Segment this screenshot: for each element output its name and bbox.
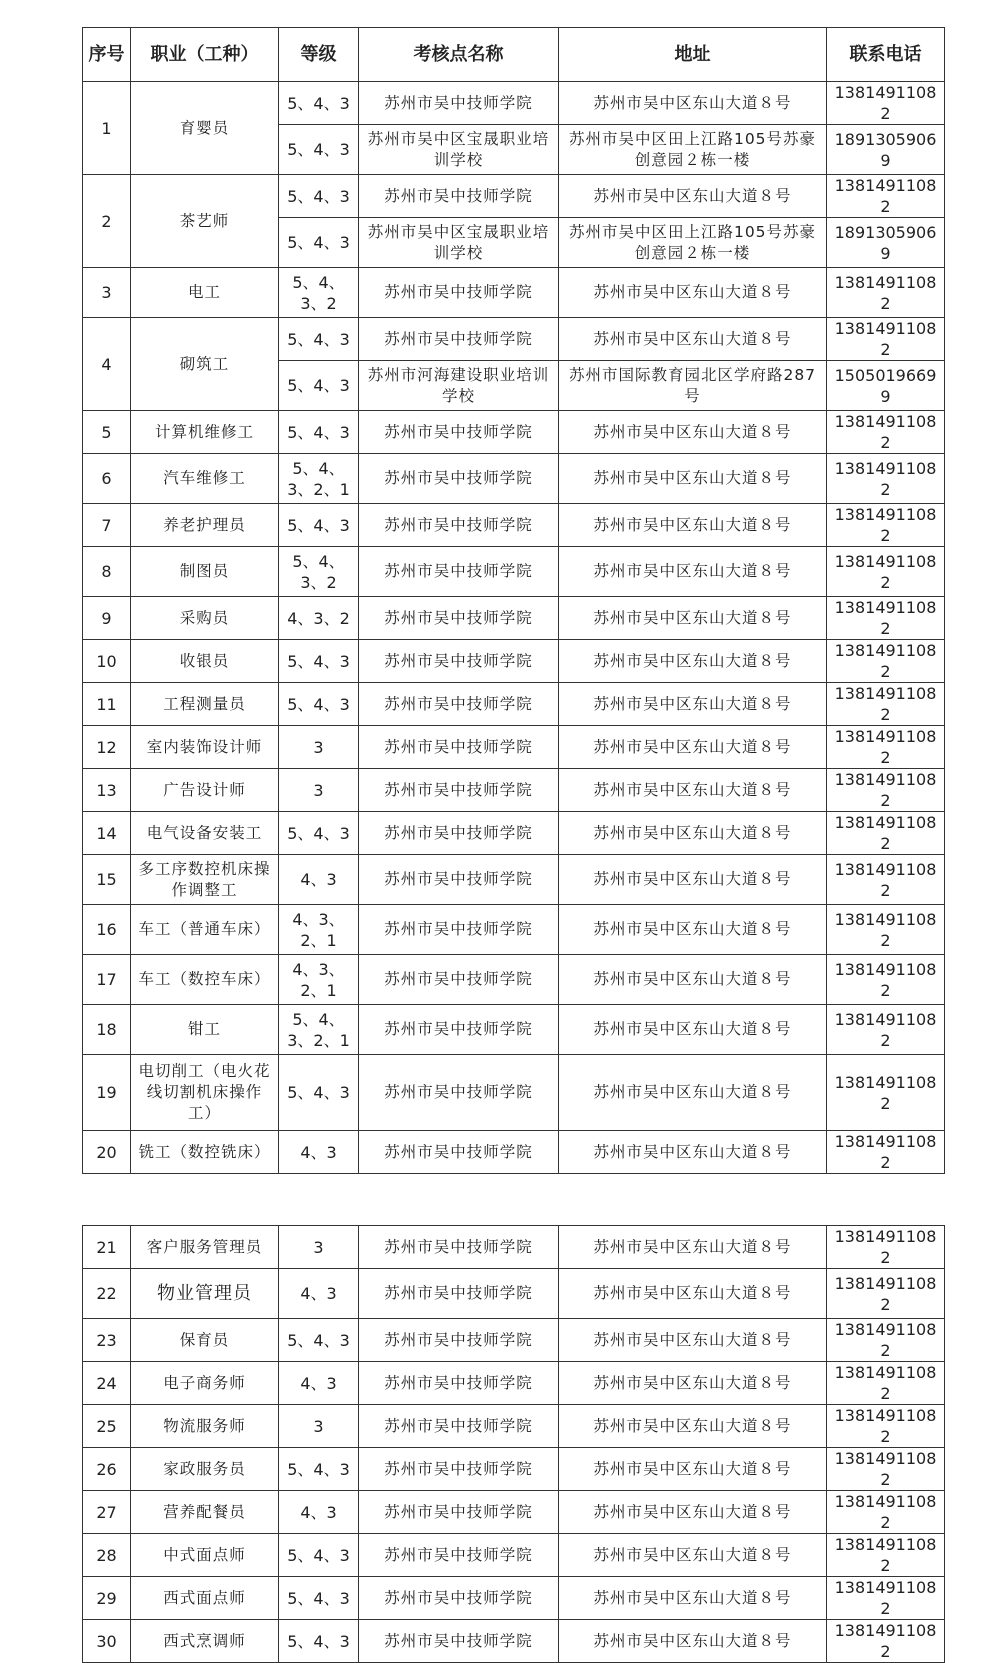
occupation-table-part-2 [82,1225,945,1663]
assessment-site: 苏州市吴中技师学院 [359,454,559,504]
address: 苏州市吴中区田上江路105号苏豪创意园２栋一楼 [559,218,827,268]
address: 苏州市吴中区东山大道８号 [559,855,827,905]
assessment-site: 苏州市河海建设职业培训学校 [359,361,559,411]
row-number: 23 [83,1319,131,1362]
address: 苏州市吴中区东山大道８号 [559,175,827,218]
assessment-site: 苏州市吴中技师学院 [359,1362,559,1405]
assessment-site: 苏州市吴中技师学院 [359,1269,559,1319]
address: 苏州市吴中区东山大道８号 [559,726,827,769]
job-name: 采购员 [131,597,279,640]
level: 4、3 [279,1269,359,1319]
level: 4、3 [279,1131,359,1174]
phone: 13814911082 [827,268,945,318]
address: 苏州市吴中区东山大道８号 [559,1269,827,1319]
table-row [83,1620,945,1663]
address: 苏州市吴中区东山大道８号 [559,1362,827,1405]
address: 苏州市吴中区东山大道８号 [559,504,827,547]
job-name: 钳工 [131,1005,279,1055]
header-no: 序号 [83,28,131,82]
row-number: 12 [83,726,131,769]
phone: 13814911082 [827,726,945,769]
table-row [83,1226,945,1269]
job-name: 西式烹调师 [131,1620,279,1663]
phone: 13814911082 [827,640,945,683]
address: 苏州市吴中区东山大道８号 [559,769,827,812]
phone: 13814911082 [827,411,945,454]
phone: 13814911082 [827,1577,945,1620]
assessment-site: 苏州市吴中技师学院 [359,955,559,1005]
row-number: 13 [83,769,131,812]
assessment-site: 苏州市吴中技师学院 [359,1491,559,1534]
level: 3 [279,1226,359,1269]
assessment-site: 苏州市吴中技师学院 [359,769,559,812]
address: 苏州市吴中区东山大道８号 [559,905,827,955]
phone: 13814911082 [827,547,945,597]
job-name: 茶艺师 [131,175,279,268]
level: 5、4、3 [279,1577,359,1620]
level: 5、4、3 [279,1448,359,1491]
phone: 13814911082 [827,1005,945,1055]
table-row [83,683,945,726]
row-number: 17 [83,955,131,1005]
job-name: 客户服务管理员 [131,1226,279,1269]
assessment-site: 苏州市吴中技师学院 [359,1534,559,1577]
table-row [83,1319,945,1362]
address: 苏州市吴中区东山大道８号 [559,1491,827,1534]
row-number: 11 [83,683,131,726]
level: 3 [279,1405,359,1448]
row-number: 29 [83,1577,131,1620]
address: 苏州市吴中区东山大道８号 [559,1055,827,1131]
level: 5、4、3 [279,318,359,361]
level: 4、3 [279,1362,359,1405]
table-row [83,1131,945,1174]
job-name: 制图员 [131,547,279,597]
job-name: 工程测量员 [131,683,279,726]
row-number: 9 [83,597,131,640]
level: 5、4、3 [279,1620,359,1663]
level: 5、4、3 [279,1319,359,1362]
job-name: 养老护理员 [131,504,279,547]
assessment-site: 苏州市吴中技师学院 [359,268,559,318]
level: 5、4、3 [279,1534,359,1577]
table-row [83,955,945,1005]
row-number: 7 [83,504,131,547]
table-row [83,1405,945,1448]
level: 5、4、3 [279,125,359,175]
assessment-site: 苏州市吴中技师学院 [359,1055,559,1131]
phone: 13814911082 [827,1405,945,1448]
level: 5、4、3、2 [279,268,359,318]
level: 5、4、3 [279,504,359,547]
job-name: 汽车维修工 [131,454,279,504]
phone: 13814911082 [827,597,945,640]
address: 苏州市吴中区东山大道８号 [559,683,827,726]
job-name: 育婴员 [131,82,279,175]
row-number: 19 [83,1055,131,1131]
assessment-site: 苏州市吴中技师学院 [359,855,559,905]
table-row [83,318,945,361]
level: 5、4、3 [279,1055,359,1131]
assessment-site: 苏州市吴中区宝晟职业培训学校 [359,218,559,268]
table-row [83,597,945,640]
row-number: 30 [83,1620,131,1663]
table-row [83,905,945,955]
assessment-site: 苏州市吴中技师学院 [359,683,559,726]
assessment-site: 苏州市吴中技师学院 [359,640,559,683]
address: 苏州市吴中区东山大道８号 [559,1405,827,1448]
level: 4、3、2、1 [279,955,359,1005]
address: 苏州市吴中区东山大道８号 [559,597,827,640]
table-row [83,268,945,318]
phone: 13814911082 [827,175,945,218]
phone: 13814911082 [827,1226,945,1269]
address: 苏州市吴中区东山大道８号 [559,454,827,504]
phone: 13814911082 [827,1362,945,1405]
table-row [83,855,945,905]
job-name: 广告设计师 [131,769,279,812]
address: 苏州市吴中区东山大道８号 [559,1534,827,1577]
address: 苏州市吴中区东山大道８号 [559,82,827,125]
table-row [83,640,945,683]
occupation-table-part-1 [82,27,945,1174]
assessment-site: 苏州市吴中技师学院 [359,1005,559,1055]
assessment-site: 苏州市吴中技师学院 [359,175,559,218]
phone: 13814911082 [827,1131,945,1174]
row-number: 10 [83,640,131,683]
table-row [83,1269,945,1319]
level: 5、4、3、2、1 [279,454,359,504]
phone: 13814911082 [827,683,945,726]
job-name: 铣工（数控铣床） [131,1131,279,1174]
address: 苏州市吴中区东山大道８号 [559,812,827,855]
row-number: 22 [83,1269,131,1319]
assessment-site: 苏州市吴中技师学院 [359,1319,559,1362]
phone: 13814911082 [827,855,945,905]
address: 苏州市吴中区东山大道８号 [559,1131,827,1174]
job-name: 营养配餐员 [131,1491,279,1534]
address: 苏州市吴中区东山大道８号 [559,318,827,361]
phone: 13814911082 [827,1620,945,1663]
table-row [83,175,945,218]
table-row [83,1534,945,1577]
phone: 13814911082 [827,1269,945,1319]
row-number: 27 [83,1491,131,1534]
header-row [83,28,945,82]
level: 5、4、3 [279,411,359,454]
table-row [83,812,945,855]
address: 苏州市吴中区东山大道８号 [559,547,827,597]
level: 4、3 [279,855,359,905]
job-name: 砌筑工 [131,318,279,411]
level: 5、4、3 [279,361,359,411]
header-address: 地址 [559,28,827,82]
job-name: 多工序数控机床操作调整工 [131,855,279,905]
job-name: 室内装饰设计师 [131,726,279,769]
job-name: 车工（数控车床） [131,955,279,1005]
phone: 18913059069 [827,218,945,268]
level: 5、4、3 [279,82,359,125]
phone: 13814911082 [827,318,945,361]
assessment-site: 苏州市吴中技师学院 [359,504,559,547]
row-number: 14 [83,812,131,855]
phone: 13814911082 [827,1319,945,1362]
address: 苏州市吴中区东山大道８号 [559,1005,827,1055]
phone: 18913059069 [827,125,945,175]
assessment-site: 苏州市吴中技师学院 [359,1405,559,1448]
phone: 13814911082 [827,1491,945,1534]
header-phone: 联系电话 [827,28,945,82]
row-number: 3 [83,268,131,318]
table-row [83,1448,945,1491]
row-number: 21 [83,1226,131,1269]
assessment-site: 苏州市吴中技师学院 [359,1620,559,1663]
header-site: 考核点名称 [359,28,559,82]
job-name: 中式面点师 [131,1534,279,1577]
table-row [83,1055,945,1131]
phone: 13814911082 [827,82,945,125]
assessment-site: 苏州市吴中技师学院 [359,812,559,855]
row-number: 16 [83,905,131,955]
level: 5、4、3 [279,812,359,855]
table-row [83,1005,945,1055]
phone: 15050196699 [827,361,945,411]
level: 4、3、2 [279,597,359,640]
job-name: 物流服务师 [131,1405,279,1448]
phone: 13814911082 [827,504,945,547]
address: 苏州市吴中区田上江路105号苏豪创意园２栋一楼 [559,125,827,175]
assessment-site: 苏州市吴中技师学院 [359,318,559,361]
phone: 13814911082 [827,905,945,955]
row-number: 24 [83,1362,131,1405]
table-row [83,726,945,769]
row-number: 18 [83,1005,131,1055]
row-number: 15 [83,855,131,905]
address: 苏州市吴中区东山大道８号 [559,1620,827,1663]
table-row [83,504,945,547]
address: 苏州市吴中区东山大道８号 [559,640,827,683]
level: 4、3 [279,1491,359,1534]
address: 苏州市吴中区东山大道８号 [559,1319,827,1362]
table-row [83,82,945,125]
table-row [83,1362,945,1405]
level: 5、4、3 [279,640,359,683]
row-number: 4 [83,318,131,411]
level: 5、4、3、2、1 [279,1005,359,1055]
row-number: 2 [83,175,131,268]
level: 5、4、3 [279,683,359,726]
row-number: 20 [83,1131,131,1174]
phone: 13814911082 [827,955,945,1005]
address: 苏州市吴中区东山大道８号 [559,411,827,454]
phone: 13814911082 [827,769,945,812]
table-row [83,411,945,454]
header-job: 职业（工种） [131,28,279,82]
job-name: 物业管理员 [131,1269,279,1319]
assessment-site: 苏州市吴中技师学院 [359,1448,559,1491]
header-level: 等级 [279,28,359,82]
row-number: 1 [83,82,131,175]
phone: 13814911082 [827,454,945,504]
address: 苏州市吴中区东山大道８号 [559,955,827,1005]
address: 苏州市吴中区东山大道８号 [559,1577,827,1620]
table-row [83,454,945,504]
job-name: 收银员 [131,640,279,683]
job-name: 保育员 [131,1319,279,1362]
phone: 13814911082 [827,812,945,855]
row-number: 25 [83,1405,131,1448]
level: 5、4、3、2 [279,547,359,597]
row-number: 26 [83,1448,131,1491]
phone: 13814911082 [827,1055,945,1131]
row-number: 6 [83,454,131,504]
address: 苏州市吴中区东山大道８号 [559,1448,827,1491]
row-number: 8 [83,547,131,597]
assessment-site: 苏州市吴中技师学院 [359,82,559,125]
job-name: 车工（普通车床） [131,905,279,955]
address: 苏州市吴中区东山大道８号 [559,1226,827,1269]
job-name: 计算机维修工 [131,411,279,454]
address: 苏州市国际教育园北区学府路287号 [559,361,827,411]
assessment-site: 苏州市吴中技师学院 [359,905,559,955]
job-name: 电气设备安装工 [131,812,279,855]
assessment-site: 苏州市吴中技师学院 [359,1577,559,1620]
job-name: 西式面点师 [131,1577,279,1620]
table-row [83,769,945,812]
assessment-site: 苏州市吴中区宝晟职业培训学校 [359,125,559,175]
phone: 13814911082 [827,1448,945,1491]
level: 5、4、3 [279,218,359,268]
job-name: 电子商务师 [131,1362,279,1405]
table-row [83,1491,945,1534]
row-number: 28 [83,1534,131,1577]
job-name: 电切削工（电火花线切割机床操作工） [131,1055,279,1131]
level: 3 [279,769,359,812]
assessment-site: 苏州市吴中技师学院 [359,1131,559,1174]
assessment-site: 苏州市吴中技师学院 [359,411,559,454]
table-row [83,1577,945,1620]
level: 4、3、2、1 [279,905,359,955]
level: 5、4、3 [279,175,359,218]
assessment-site: 苏州市吴中技师学院 [359,547,559,597]
level: 3 [279,726,359,769]
phone: 13814911082 [827,1534,945,1577]
assessment-site: 苏州市吴中技师学院 [359,726,559,769]
job-name: 电工 [131,268,279,318]
address: 苏州市吴中区东山大道８号 [559,268,827,318]
row-number: 5 [83,411,131,454]
table-row [83,547,945,597]
assessment-site: 苏州市吴中技师学院 [359,1226,559,1269]
job-name: 家政服务员 [131,1448,279,1491]
assessment-site: 苏州市吴中技师学院 [359,597,559,640]
